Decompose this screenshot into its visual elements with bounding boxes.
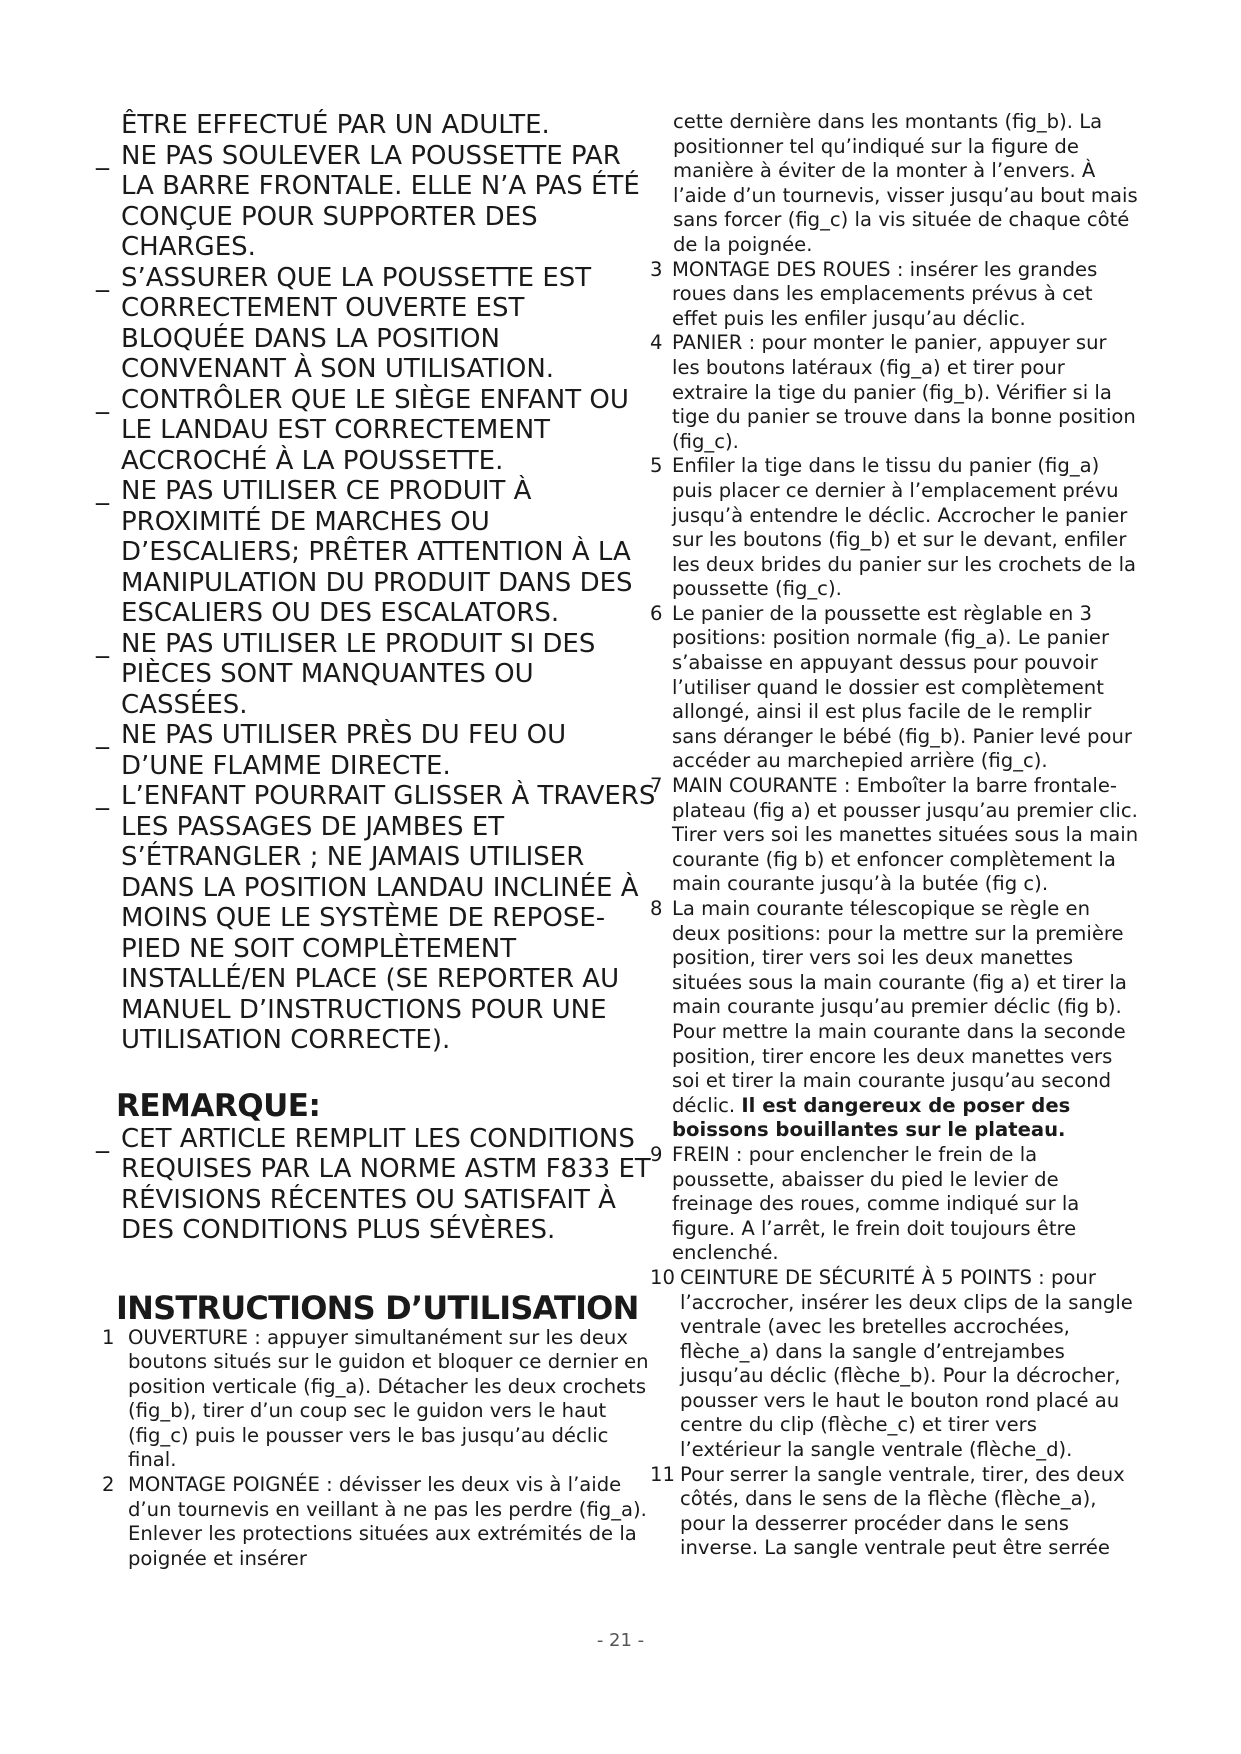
instruction-item bbox=[650, 1266, 1140, 1463]
remark-block bbox=[96, 1124, 656, 1246]
left-column bbox=[96, 110, 656, 1571]
warning-bullet: _ bbox=[96, 476, 109, 506]
instruction-text: MONTAGE DES ROUES : insérer les grandes roues dans les emplacements prévus à cet effet puis les enfiler jusqu’au déclic. bbox=[672, 257, 1098, 330]
instruction-number: 10 bbox=[650, 1265, 675, 1289]
warning-text: NE PAS UTILISER PRÈS DU FEU OU D’UNE FLAMME DIRECTE. bbox=[121, 720, 567, 781]
warning-text: CONTRÔLER QUE LE SIÈGE ENFANT OU LE LANDAU EST CORRECTEMENT ACCROCHÉ À LA POUSSETTE. bbox=[121, 384, 629, 476]
instruction-item bbox=[102, 1326, 656, 1474]
instruction-text-regular: La main courante télescopique se règle en deux positions: pour la mettre sur la première position, tirer vers soi les deux manettes situées sous la main courante (fig a) et tirer la main courante jusqu’au premier déclic (fig b). Pour mettre la main courante dans la seconde position, tirer encore les deux manettes vers soi et tirer la main courante jusqu’au second déclic. bbox=[672, 897, 1127, 1117]
instruction-number: 4 bbox=[650, 331, 663, 355]
warnings-block bbox=[96, 110, 656, 1056]
instructions-heading: INSTRUCTIONS D’UTILISATION bbox=[116, 1288, 639, 1327]
instruction-text: MAIN COURANTE : Emboîter la barre frontale-plateau (fig a) et pousser jusqu’au premier clic. Tirer vers soi les manettes situées sous la main courante (fig b) et enfoncer complètement la main courante jusqu’à la butée (fig c). bbox=[672, 774, 1139, 896]
warning-text: NE PAS UTILISER CE PRODUIT À PROXIMITÉ DE MARCHES OU D’ESCALIERS; PRÊTER ATTENTION À LA MANIPULATION DU PRODUIT DANS DES ESCALIERS OU DES ESCALATORS. bbox=[121, 476, 633, 628]
instruction-text: CEINTURE DE SÉCURITÉ À 5 POINTS : pour l’accrocher, insérer les deux clips de la sangle ventrale (avec les bretelles accrochées, flèche_a) dans la sangle d’entrejambes jusqu’au déclic (flèche_b). Pour la décrocher, pousser vers le haut le bouton rond placé au centre du clip (flèche_c) et tirer vers l’extérieur la sangle ventrale (flèche_d). bbox=[680, 1265, 1133, 1462]
warning-item bbox=[96, 720, 656, 781]
remark-item bbox=[96, 1124, 656, 1246]
warning-bullet: _ bbox=[96, 781, 109, 811]
warning-item bbox=[96, 629, 656, 721]
instruction-text: Le panier de la poussette est règlable en 3 positions: position normale (fig_a). Le panier s’abaisse en appuyant dessus pour pouvoir l’utiliser quand le dossier est complètement allongé, ainsi il est plus facile de le remplir sans déranger le bébé (fig_b). Panier levé pour accéder au marchepied arrière (fig_c). bbox=[672, 601, 1132, 773]
warning-item bbox=[96, 141, 656, 263]
instruction-number: 5 bbox=[650, 454, 663, 478]
instruction-text: PANIER : pour monter le panier, appuyer sur les boutons latéraux (fig_a) et tirer pour extraire la tige du panier (fig_b). Vérifier si la tige du panier se trouve dans la bonne position (fig_c). bbox=[672, 331, 1136, 453]
instruction-number: 8 bbox=[650, 897, 663, 920]
warning-item bbox=[96, 476, 656, 629]
warning-text: NE PAS UTILISER LE PRODUIT SI DES PIÈCES SONT MANQUANTES OU CASSÉES. bbox=[121, 628, 596, 720]
instruction-item bbox=[650, 331, 1140, 454]
page-number: - 21 - bbox=[596, 1630, 645, 1651]
instruction-item bbox=[650, 454, 1140, 602]
warning-bullet: _ bbox=[96, 628, 109, 659]
instruction-number: 9 bbox=[650, 1142, 663, 1166]
danger-warning: Il est dangereux de poser des boissons bouillantes sur le plateau. bbox=[672, 1093, 1071, 1142]
warning-text: L’ENFANT POURRAIT GLISSER À TRAVERS LES PASSAGES DE JAMBES ET S’ÉTRANGLER ; NE JAMAIS UTILISER DANS LA POSITION LANDAU INCLINÉE À MOINS QUE LE SYSTÈME DE REPOSE-PIED NE SOIT COMPLÈTEMENT INSTALLÉ/EN PLACE (SE REPORTER AU MANUEL D’INSTRUCTIONS POUR UNE UTILISATION CORRECTE). bbox=[121, 781, 656, 1055]
instruction-item bbox=[650, 602, 1140, 774]
instruction-number: 7 bbox=[650, 774, 663, 798]
warning-bullet: _ bbox=[96, 140, 109, 171]
instruction-text: FREIN : pour enclencher le frein de la poussette, abaisser du pied le levier de freinage des roues, comme indiqué sur la figure. A l’arrêt, le frein doit toujours être enclenché. bbox=[672, 1142, 1080, 1265]
instruction-number: 3 bbox=[650, 257, 663, 281]
warning-item bbox=[96, 263, 656, 385]
instruction-item bbox=[650, 774, 1140, 897]
warning-continuation: ÊTRE EFFECTUÉ PAR UN ADULTE. bbox=[121, 110, 550, 140]
instruction-text: OUVERTURE : appuyer simultanément sur les deux boutons situés sur le guidon et bloquer ce dernier en position verticale (fig_a). Détacher les deux crochets (fig_b), tirer d’un coup sec le guidon vers le haut (fig_c) puis le pousser vers le bas jusqu’au déclic final. bbox=[128, 1325, 649, 1472]
instruction-text: Pour serrer la sangle ventrale, tirer, des deux côtés, dans le sens de la flèche (flèche_a), pour la desserrer procéder dans le sens inverse. La sangle ventrale peut être serrée bbox=[680, 1462, 1125, 1560]
instruction-number: 1 bbox=[102, 1325, 115, 1349]
instruction-number: 11 bbox=[650, 1462, 675, 1486]
instruction-item bbox=[650, 258, 1140, 332]
remark-heading: REMARQUE: bbox=[116, 1087, 321, 1124]
warning-bullet: _ bbox=[96, 262, 109, 293]
instruction-item bbox=[650, 1463, 1140, 1561]
instruction-number: 2 bbox=[102, 1473, 115, 1497]
warning-item bbox=[96, 385, 656, 477]
instruction-item bbox=[102, 1473, 656, 1571]
instruction-item bbox=[650, 897, 1140, 1143]
right-column bbox=[650, 110, 1140, 1561]
warning-item bbox=[96, 781, 656, 1056]
instruction-text bbox=[672, 897, 1140, 1143]
warning-text: NE PAS SOULEVER LA POUSSETTE PAR LA BARRE FRONTALE. ELLE N’A PAS ÉTÉ CONÇUE POUR SUPPORTER DES CHARGES. bbox=[121, 140, 640, 262]
remark-text: CET ARTICLE REMPLIT LES CONDITIONS REQUISES PAR LA NORME ASTM F833 ET RÉVISIONS RÉCENTES OU SATISFAIT À DES CONDITIONS PLUS SÉVÈRES. bbox=[121, 1123, 651, 1245]
remark-bullet: _ bbox=[96, 1123, 109, 1154]
instructions-list-left bbox=[96, 1326, 656, 1572]
warning-bullet: _ bbox=[96, 720, 109, 750]
warning-text: S’ASSURER QUE LA POUSSETTE EST CORRECTEMENT OUVERTE EST BLOQUÉE DANS LA POSITION CONVENANT À SON UTILISATION. bbox=[121, 262, 592, 384]
instructions-list-right bbox=[650, 110, 1140, 1561]
instruction-text: Enfiler la tige dans le tissu du panier (fig_a) puis placer ce dernier à l’emplacement prévu jusqu’à entendre le déclic. Accrocher le panier sur les boutons (fig_b) et sur le devant, enfiler les deux brides du panier sur les crochets de la poussette (fig_c). bbox=[672, 454, 1137, 601]
instruction-item bbox=[650, 1143, 1140, 1266]
instruction-text: MONTAGE POIGNÉE : dévisser les deux vis à l’aide d’un tournevis en veillant à ne pas les perdre (fig_a). Enlever les protections situées aux extrémités de la poignée et insérer bbox=[128, 1473, 647, 1570]
instruction-number: 6 bbox=[650, 601, 663, 625]
warning-bullet: _ bbox=[96, 384, 109, 415]
instruction-continuation: cette dernière dans les montants (fig_b). La positionner tel qu’indiqué sur la figure de manière à éviter de la monter à l’envers. À l’aide d’un tournevis, visser jusqu’au bout mais sans forcer (fig_c) la vis située de chaque côté de la poignée. bbox=[673, 110, 1138, 256]
